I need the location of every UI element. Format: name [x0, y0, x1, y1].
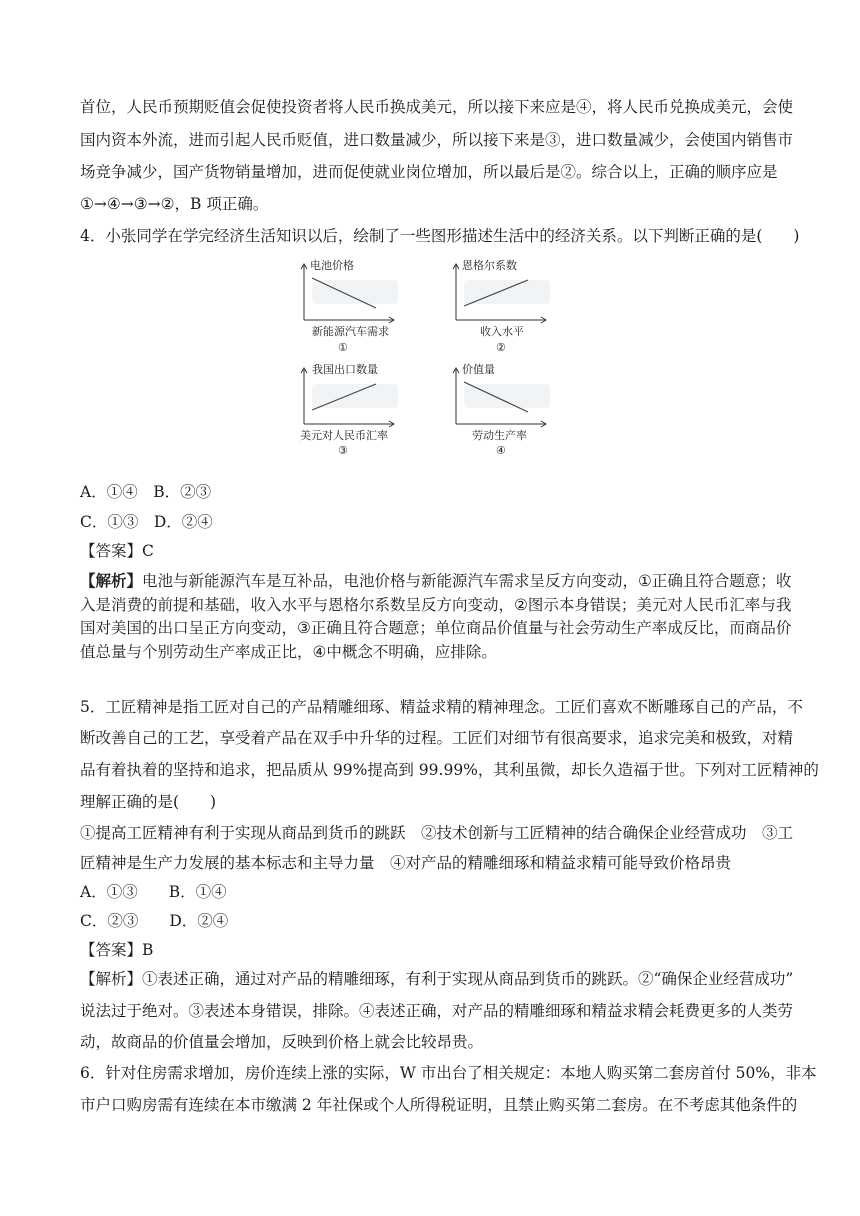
- q4-analysis-tag: 【解析】: [80, 572, 143, 590]
- graph-4-xlabel: 劳动生产率: [472, 429, 527, 442]
- q6-stem-line-2: 市户口购房需有连续在本市缴满 2 年社保或个人所得税证明，且禁止购买第二套房。在不考虑其他条件的: [80, 1096, 798, 1114]
- graph-2-xlabel: 收入水平: [480, 325, 524, 338]
- q5-answer: 【答案】B: [80, 941, 154, 959]
- q5-stem-line-1: 5．工匠精神是指工匠对自己的产品精雕细琢、精益求精的精神理念。工匠们喜欢不断雕琢自己的产品，不: [80, 698, 803, 716]
- graph-1-ylabel: 电池价格: [310, 259, 354, 272]
- q4-answer: 【答案】C: [80, 542, 154, 560]
- q5-analysis-line-1: 【解析】①表述正确，通过对产品的精雕细琢，有利于实现从商品到货币的跳跃。②“确保企业经营成功”: [80, 970, 794, 988]
- q4-options-line-2: C．①③ D．②④: [80, 513, 213, 531]
- graph-svg: [290, 252, 570, 458]
- q5-stem-line-2: 断改善自己的工艺，享受着产品在双手中升华的过程。工匠们对细节有很高要求，追求完美和极致，对精: [80, 729, 794, 747]
- q5-statements-line-2: 匠精神是生产力发展的基本标志和主导力量 ④对产品的精雕细琢和精益求精可能导致价格昂贵: [80, 854, 732, 872]
- graph-4-number: ④: [496, 444, 506, 457]
- q4-graph-figure: [290, 252, 570, 458]
- q4-options-line-1: A．①④ B．②③: [80, 483, 212, 501]
- graph-1-number: ①: [338, 341, 348, 354]
- q4-analysis: [80, 570, 792, 664]
- q5-options-line-2: C．②③ D．②④: [80, 912, 229, 930]
- graph-3-xlabel: 美元对人民币汇率: [300, 429, 388, 442]
- q4-stem: 4．小张同学在学完经济生活知识以后，绘制了一些图形描述生活中的经济关系。以下判断正确的是( ): [80, 227, 800, 245]
- q4-analysis-line-4: 值总量与个别劳动生产率成正比，④中概念不明确，应排除。: [80, 642, 497, 661]
- intro-line-3: 场竞争减少，国产货物销量增加，进而促使就业岗位增加，所以最后是②。综合以上，正确的顺序应是: [80, 163, 778, 181]
- graph-2-number: ②: [496, 341, 506, 354]
- graph-1-xlabel: 新能源汽车需求: [312, 325, 389, 338]
- q6-stem-line-1: 6．针对住房需求增加，房价连续上涨的实际，W 市出台了相关规定：本地人购买第二套房首付 50%，非本: [80, 1064, 817, 1082]
- q5-analysis-line-2: 说法过于绝对。③表述本身错误，排除。④表述正确，对产品的精雕细琢和精益求精会耗费更多的人类劳: [80, 1002, 794, 1020]
- q5-analysis-line-3: 动，故商品的价值量会增加，反映到价格上就会比较昂贵。: [80, 1033, 484, 1051]
- graph-3-number: ③: [338, 444, 348, 457]
- q5-stem-line-3: 品有着执着的坚持和追求，把品质从 99%提高到 99.99%，其利虽微，却长久造福于世。下列对工匠精神的: [80, 761, 819, 779]
- intro-line-2: 国内资本外流，进而引起人民币贬值，进口数量减少，所以接下来是③，进口数量减少，会使国内销售市: [80, 131, 794, 149]
- intro-line-4: ①→④→③→②，B 项正确。: [80, 195, 269, 213]
- intro-line-1: 首位，人民币预期贬值会促使投资者将人民币换成美元，所以接下来应是④，将人民币兑换成美元，会使: [80, 98, 794, 116]
- q4-analysis-line-1: 电池与新能源汽车是互补品，电池价格与新能源汽车需求呈反方向变动，①正确且符合题意；收: [142, 572, 792, 590]
- q5-options-line-1: A．①③ B．①④: [80, 883, 227, 901]
- q4-analysis-line-2: 入是消费的前提和基础，收入水平与恩格尔系数呈反方向变动，②图示本身错误；美元对人民币汇率与我: [80, 595, 792, 614]
- graph-4-ylabel: 价值量: [462, 363, 495, 376]
- graph-2-ylabel: 恩格尔系数: [462, 259, 517, 272]
- q5-stem-line-4: 理解正确的是( ): [80, 793, 217, 811]
- graph-3-ylabel: 我国出口数量: [312, 363, 378, 376]
- q5-statements-line-1: ①提高工匠精神有利于实现从商品到货币的跳跃 ②技术创新与工匠精神的结合确保企业经营成功 ③工: [80, 824, 794, 842]
- q4-analysis-line-3: 国对美国的出口呈正方向变动，③正确且符合题意；单位商品价值量与社会劳动生产率成反比，而商品价: [80, 619, 792, 637]
